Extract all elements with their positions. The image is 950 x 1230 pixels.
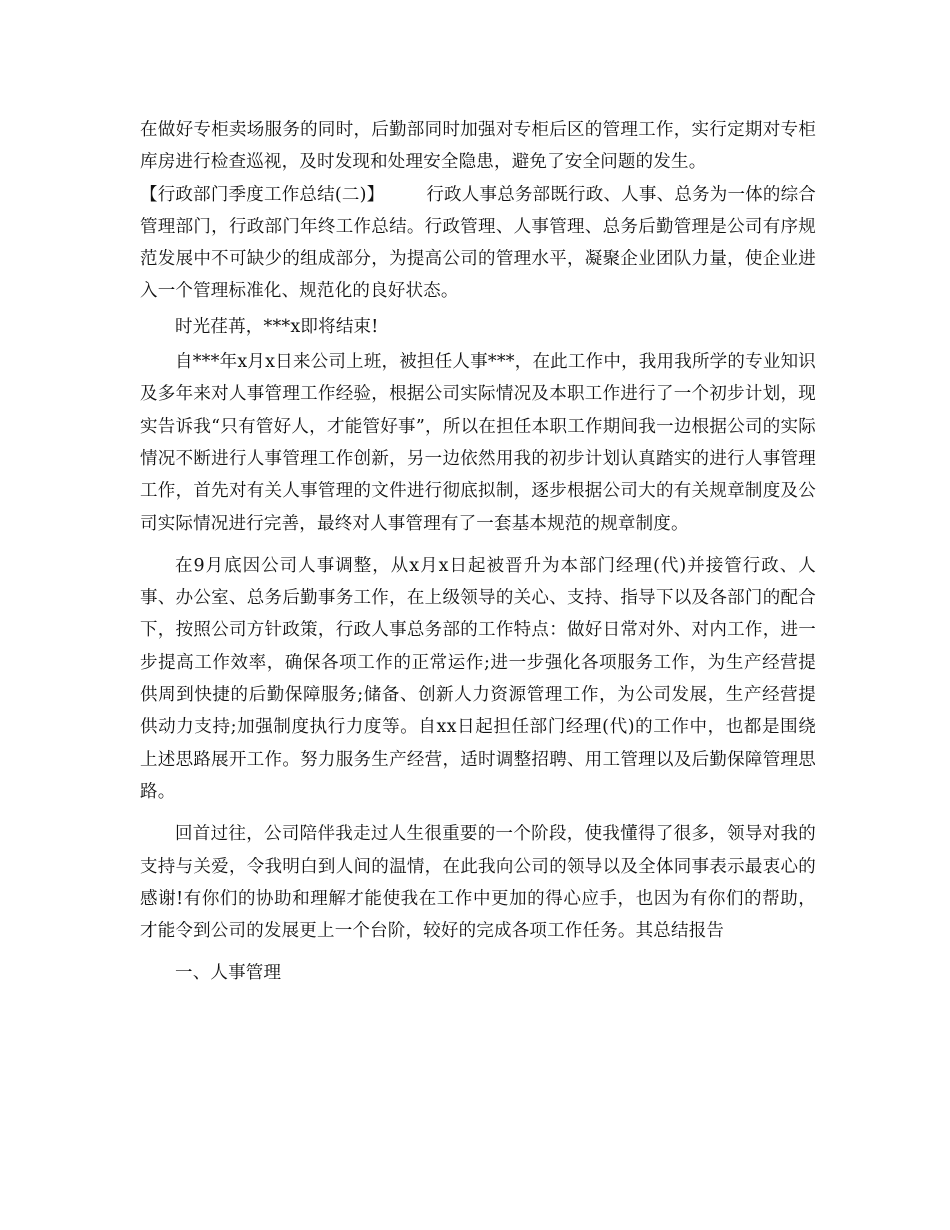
paragraph-2-text: 行政人事总务部既行政、人事、总务为一体的综合管理部门，行政部门年终工作总结。行政管理、人事管理、总务后勤管理是公司有序规范发展中不可缺少的组成部分，为提高公司的管理水平，凝聚企业团队力量，使企业进入一个管理标准化、规范化的良好状态。 xyxy=(140,184,816,302)
list-heading-personnel: 一、人事管理 xyxy=(175,963,282,984)
paragraph-2 xyxy=(140,179,816,308)
paragraph-5: 在9月底因公司人事调整，从x月x日起被晋升为本部门经理(代)并接管行政、人事、办公室、总务后勤事务工作，在上级领导的关心、支持、指导下以及各部门的配合下，按照公司方针政策，行政人事总务部的工作特点：做好日常对外、对内工作，进一步提高工作效率，确保各项工作的正常运作;进一步强化各项服务工作，为生产经营提供周到快捷的后勤保障服务;储备、创新人力资源管理工作，为公司发展，生产经营提供动力支持;加强制度执行力度等。自xx日起担任部门经理(代)的工作中，也都是围绕上述思路展开工作。努力服务生产经营，适时调整招聘、用工管理以及后勤保障管理思路。 xyxy=(140,555,816,802)
paragraph-6: 回首过往，公司陪伴我走过人生很重要的一个阶段，使我懂得了很多，领导对我的支持与关爱，令我明白到人间的温情，在此我向公司的领导以及全体同事表示最衷心的感谢!有你们的协助和理解才能使我在工作中更加的得心应手，也因为有你们的帮助，才能令到公司的发展更上一个台阶，较好的完成各项工作任务。其总结报告 xyxy=(140,824,816,942)
paragraph-3: 时光荏苒，***x即将结束! xyxy=(175,316,379,337)
paragraph-1: 在做好专柜卖场服务的同时，后勤部同时加强对专柜后区的管理工作，实行定期对专柜库房进行检查巡视，及时发现和处理安全隐患，避免了安全问题的发生。 xyxy=(140,120,816,173)
document-body xyxy=(140,114,816,990)
paragraph-4: 自***年x月x日来公司上班，被担任人事***，在此工作中，我用我所学的专业知识及多年来对人事管理工作经验，根据公司实际情况及本职工作进行了一个初步计划，现实告诉我“只有管好人，才能管好事”，所以在担任本职工作期间我一边根据公司的实际情况不断进行人事管理工作创新，另一边依然用我的初步计划认真踏实的进行人事管理工作，首先对有关人事管理的文件进行彻底拟制，逐步根据公司大的有关规章制度及公司实际情况进行完善，最终对人事管理有了一套基本规范的规章制度。 xyxy=(140,352,816,534)
section-heading: 【行政部门季度工作总结(二)】 xyxy=(140,184,385,205)
